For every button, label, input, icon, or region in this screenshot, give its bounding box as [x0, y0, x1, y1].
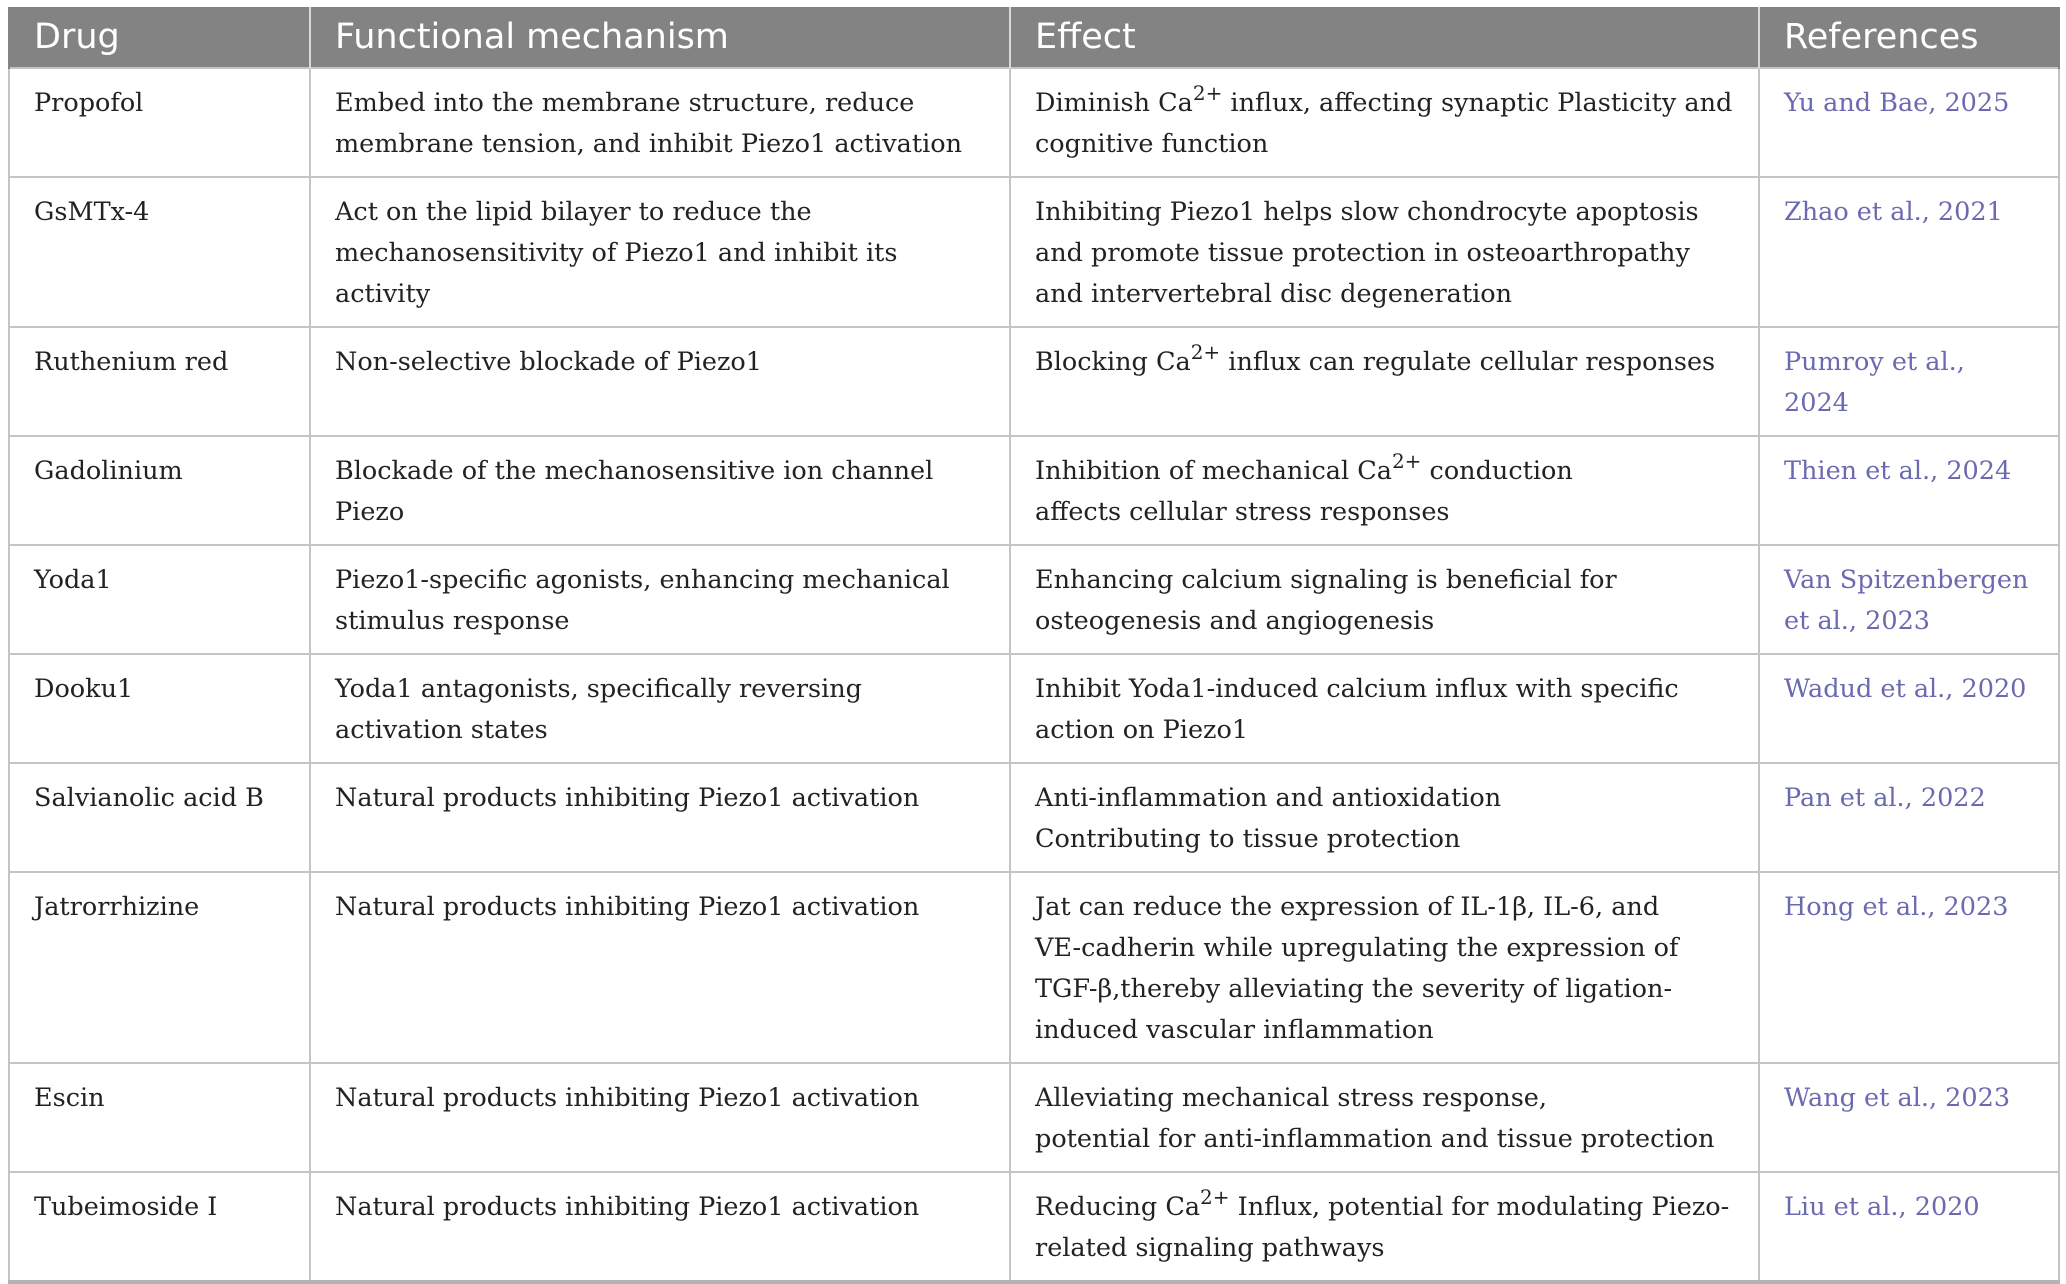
cell-effect: Inhibiting Piezo1 helps slow chondrocyte apoptosis and promote tissue protection in osteoarthropathy and intervertebral disc degeneration: [1010, 177, 1759, 327]
cell-effect: [1010, 1063, 1759, 1172]
cell-drug: Tubeimoside I: [9, 1172, 310, 1282]
cell-drug: Salvianolic acid B: [9, 763, 310, 872]
cell-reference: [1759, 436, 2059, 545]
effect-text: VE-cadherin while upregulating the expression of TGF-β,thereby alleviating the severity of ligation-induced vascular inflammation: [1035, 933, 1679, 1045]
cell-mechanism: Natural products inhibiting Piezo1 activation: [310, 872, 1010, 1063]
header-references: References: [1759, 7, 2059, 68]
table-row: [9, 1172, 2059, 1282]
table-row: [9, 763, 2059, 872]
cell-effect: [1010, 436, 1759, 545]
cell-drug: Ruthenium red: [9, 327, 310, 436]
drug-table: [8, 7, 2060, 1284]
cell-reference: [1759, 68, 2059, 177]
table-header-row: [9, 7, 2059, 68]
cell-drug: Jatrorrhizine: [9, 872, 310, 1063]
table-row: [9, 327, 2059, 436]
cell-effect: Enhancing calcium signaling is beneficial for osteogenesis and angiogenesis: [1010, 545, 1759, 654]
table-row: [9, 177, 2059, 327]
cell-drug: Escin: [9, 1063, 310, 1172]
cell-effect: [1010, 68, 1759, 177]
header-effect: Effect: [1010, 7, 1759, 68]
cell-mechanism: Blockade of the mechanosensitive ion channel Piezo: [310, 436, 1010, 545]
cell-reference: [1759, 327, 2059, 436]
effect-text: Alleviating mechanical stress response,: [1035, 1083, 1547, 1113]
table-row: [9, 68, 2059, 177]
cell-drug: Yoda1: [9, 545, 310, 654]
effect-text: affects cellular stress responses: [1035, 497, 1450, 527]
reference-link[interactable]: Van Spitzenbergen et al., 2023: [1784, 565, 2029, 636]
cell-reference: [1759, 654, 2059, 763]
superscript: 2+: [1190, 339, 1221, 364]
cell-mechanism: Natural products inhibiting Piezo1 activation: [310, 763, 1010, 872]
cell-mechanism: Natural products inhibiting Piezo1 activation: [310, 1172, 1010, 1282]
superscript: 2+: [1200, 1184, 1230, 1209]
cell-reference: [1759, 872, 2059, 1063]
reference-link[interactable]: Yu and Bae, 2025: [1784, 88, 2010, 118]
cell-mechanism: Non-selective blockade of Piezo1: [310, 327, 1010, 436]
reference-link[interactable]: Wadud et al., 2020: [1784, 674, 2027, 704]
superscript: 2+: [1192, 80, 1223, 105]
cell-drug: Dooku1: [9, 654, 310, 763]
cell-reference: [1759, 545, 2059, 654]
effect-text: Jat can reduce the expression of IL-1β, IL-6, and: [1035, 892, 1660, 922]
cell-mechanism: Embed into the membrane structure, reduce membrane tension, and inhibit Piezo1 activation: [310, 68, 1010, 177]
cell-drug: GsMTx-4: [9, 177, 310, 327]
table-row: [9, 436, 2059, 545]
table-row: [9, 654, 2059, 763]
cell-reference: [1759, 763, 2059, 872]
effect-text: Contributing to tissue protection: [1035, 824, 1461, 854]
reference-link[interactable]: Wang et al., 2023: [1784, 1083, 2011, 1113]
reference-link[interactable]: Zhao et al., 2021: [1784, 197, 2003, 227]
cell-mechanism: Act on the lipid bilayer to reduce the mechanosensitivity of Piezo1 and inhibit its activity: [310, 177, 1010, 327]
reference-link[interactable]: Hong et al., 2023: [1784, 892, 2009, 922]
effect-text: Anti-inflammation and antioxidation: [1035, 783, 1502, 813]
reference-link[interactable]: Thien et al., 2024: [1784, 456, 2012, 486]
header-drug: Drug: [9, 7, 310, 68]
cell-effect: [1010, 1172, 1759, 1282]
effect-text: Blocking Ca: [1035, 347, 1191, 377]
reference-link[interactable]: Pan et al., 2022: [1784, 783, 1986, 813]
cell-mechanism: Piezo1-specific agonists, enhancing mechanical stimulus response: [310, 545, 1010, 654]
effect-text: Diminish Ca: [1035, 88, 1193, 118]
table-row: [9, 872, 2059, 1063]
effect-text: Inhibition of mechanical Ca: [1035, 456, 1392, 486]
cell-drug: Propofol: [9, 68, 310, 177]
superscript: 2+: [1391, 448, 1422, 473]
cell-reference: [1759, 177, 2059, 327]
cell-effect: [1010, 872, 1759, 1063]
effect-text: Reducing Ca: [1035, 1192, 1201, 1222]
header-mechanism: Functional mechanism: [310, 7, 1010, 68]
cell-drug: Gadolinium: [9, 436, 310, 545]
cell-mechanism: Natural products inhibiting Piezo1 activation: [310, 1063, 1010, 1172]
cell-reference: [1759, 1063, 2059, 1172]
effect-text: influx can regulate cellular responses: [1220, 347, 1716, 377]
table-row: [9, 1063, 2059, 1172]
cell-effect: [1010, 763, 1759, 872]
effect-text: Influx, potential for modulating Piezo-related signaling pathways: [1035, 1192, 1730, 1263]
table-row: [9, 545, 2059, 654]
effect-text: potential for anti-inflammation and tissue protection: [1035, 1124, 1715, 1154]
cell-effect: [1010, 327, 1759, 436]
cell-mechanism: Yoda1 antagonists, specifically reversing activation states: [310, 654, 1010, 763]
reference-link[interactable]: Pumroy et al., 2024: [1784, 347, 1965, 418]
effect-text: conduction: [1421, 456, 1573, 486]
effect-text: influx, affecting synaptic Plasticity and cognitive function: [1035, 88, 1733, 159]
reference-link[interactable]: Liu et al., 2020: [1784, 1192, 1980, 1222]
cell-effect: Inhibit Yoda1-induced calcium influx with specific action on Piezo1: [1010, 654, 1759, 763]
cell-reference: [1759, 1172, 2059, 1282]
